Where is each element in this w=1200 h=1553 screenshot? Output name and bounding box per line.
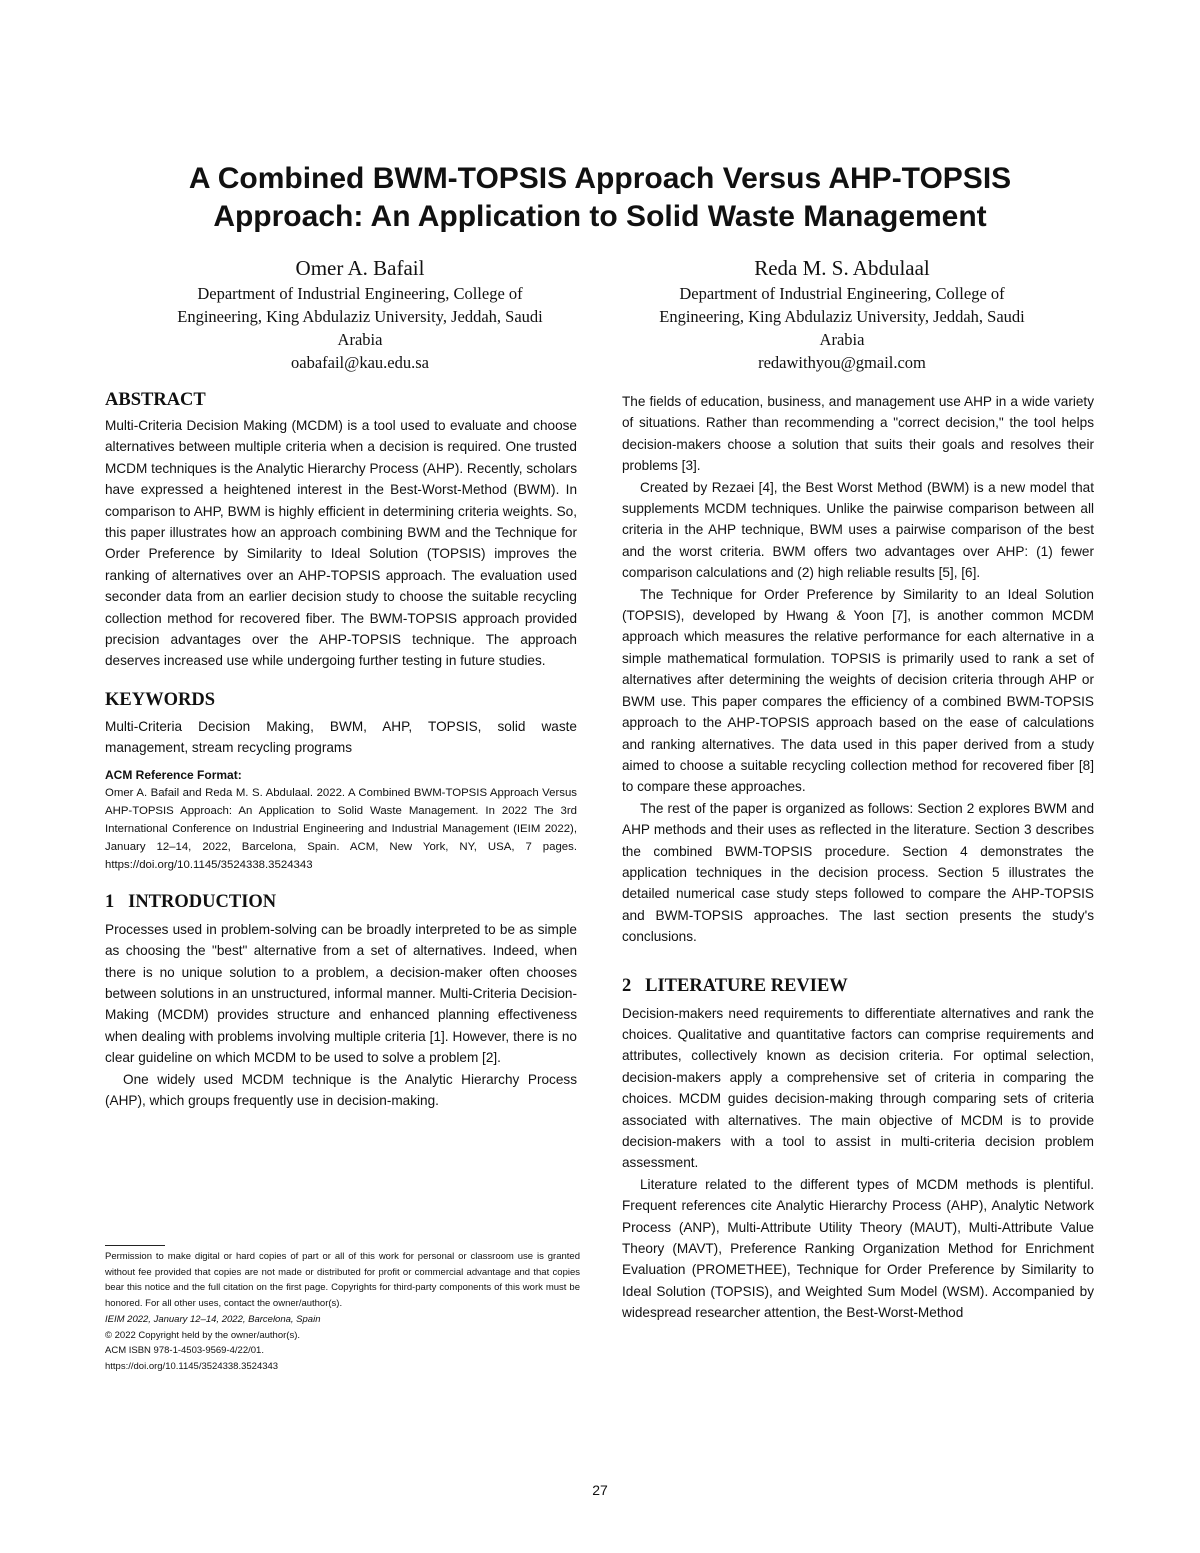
literature-review-heading: 2 LITERATURE REVIEW (622, 975, 848, 996)
introduction-heading: 1 INTRODUCTION (105, 891, 277, 912)
paragraph: Literature related to the different types of MCDM methods is plentiful. Frequent references cite Analytic Hierarchy Process (AHP), Analytic Network Process (ANP), Multi-Attribute Utility Theory (MAUT), Multi-Attribute Value Theory (MAVT), Preference Ranking Organization Method for Enrichment Evaluation (PROMETHEE), Technique for Order Preference by Similarity to Ideal Solution (TOPSIS), and Weighted Sum Model (WSM). Accompanied by widespread researcher attention, the Best-Worst-Method (622, 1176, 1094, 1321)
title-line-1: A Combined BWM-TOPSIS Approach Versus AHP-TOPSIS (188, 162, 1012, 195)
page-number: 27 (592, 1482, 608, 1498)
author-email[interactable]: oabafail@kau.edu.sa (291, 353, 429, 372)
author-name: Omer A. Bafail (295, 256, 425, 280)
author-block (592, 254, 1092, 375)
author-affiliation-line: Engineering, King Abdulaziz University, Jeddah, Saudi (177, 307, 543, 326)
conference-info: IEIM 2022, January 12–14, 2022, Barcelona, Spain (105, 1313, 321, 1325)
paragraph: Decision-makers need requirements to differentiate alternatives and rank the choices. Qualitative and quantitative factors can comprise requirements and attributes, collectively known as decision criteria. For optimal selection, decision-makers apply a comprehensive set of criteria in comparing the choices. MCDM guides decision-making through comparing sets of criteria associated with alternatives. The main objective of MCDM is to provide decision-makers with a tool to assist in multi-criteria decision problem assessment. (622, 1005, 1094, 1171)
paragraph: Created by Rezaei [4], the Best Worst Method (BWM) is a new model that supplements MCDM techniques. Unlike the pairwise comparison between all criteria in the AHP technique, BWM uses a pairwise comparison of the best and the worst criteria. BWM offers two advantages over AHP: (1) fewer comparison calculations and (2) high reliable results [5], [6]. (622, 479, 1094, 581)
acm-reference-heading: ACM Reference Format: (105, 767, 242, 782)
author-name: Reda M. S. Abdulaal (754, 256, 930, 280)
keywords-heading: KEYWORDS (105, 689, 215, 710)
isbn-line: ACM ISBN 978-1-4503-9569-4/22/01. (105, 1345, 264, 1357)
permission-notice: Permission to make digital or hard copies of part or all of this work for personal or classroom use is granted without fee provided that copies are not made or distributed for profit or commercial advantage and that copies bear this notice and the full citation on the first page. Copyrights for third-party components of this work must be honored. For all other uses, contact the owner/author(s). (105, 1251, 580, 1310)
keywords-text: Multi-Criteria Decision Making, BWM, AHP, TOPSIS, solid waste management, stream recycling programs (105, 718, 577, 756)
paper-title (80, 160, 1120, 236)
author-affiliation-line: Arabia (337, 330, 383, 349)
abstract-heading: ABSTRACT (105, 390, 206, 410)
paragraph: The rest of the paper is organized as follows: Section 2 explores BWM and AHP methods and their uses as reflected in the literature. Section 3 describes the combined BWM-TOPSIS procedure. Section 4 demonstrates the application techniques in the decision process. Section 5 illustrates the detailed numerical case study steps followed to compare the AHP-TOPSIS and BWM-TOPSIS approaches. The last section presents the study's conclusions. (622, 800, 1094, 945)
author-affiliation-line: Arabia (819, 330, 865, 349)
author-affiliation-line: Engineering, King Abdulaziz University, Jeddah, Saudi (659, 307, 1025, 326)
paragraph: The Technique for Order Preference by Similarity to an Ideal Solution (TOPSIS), developed by Hwang & Yoon [7], is another common MCDM approach which measures the relative performance for each alternative in a simple mathematical formulation. TOPSIS is primarily used to rank a set of alternatives after determining the weights of decision criteria through AHP or BWM use. This paper compares the efficiency of a combined BWM-TOPSIS approach to the AHP-TOPSIS approach based on the ease of calculations and ranking alternatives. The data used in this paper derived from a study aimed to choose a suitable recycling collection method for recovered fiber [8] to compare these approaches. (622, 586, 1094, 795)
left-column (105, 388, 577, 1111)
paragraph: One widely used MCDM technique is the Analytic Hierarchy Process (AHP), which groups frequently use in decision-making. (105, 1071, 577, 1108)
author-affiliation-line: Department of Industrial Engineering, College of (679, 284, 1005, 303)
abstract-text: Multi-Criteria Decision Making (MCDM) is a tool used to evaluate and choose alternatives between multiple criteria when a decision is required. One trusted MCDM techniques is the Analytic Hierarchy Process (AHP). Recently, scholars have expressed a heightened interest in the Best-Worst-Method (BWM). In comparison to AHP, BWM is highly efficient in determining criteria weights. So, this paper illustrates how an approach combining BWM and the Technique for Order Preference by Similarity to Ideal Solution (TOPSIS) improves the ranking of alternatives over an AHP-TOPSIS approach. The evaluation used seconder data from an earlier decision study to choose the suitable recycling collection method for recovered fiber. The BWM-TOPSIS approach provided precision advantages over the AHP-TOPSIS technique. The approach deserves increased use while undergoing further testing in future studies. (105, 418, 577, 669)
right-column (622, 391, 1094, 1324)
acm-reference-text: Omer A. Bafail and Reda M. S. Abdulaal. 2022. A Combined BWM-TOPSIS Approach Versus AHP-TOPSIS Approach: An Application to Solid Waste Management. In 2022 The 3rd International Conference on Industrial Engineering and Industrial Management (IEIM 2022), January 12–14, 2022, Barcelona, Spain. ACM, New York, NY, USA, 7 pages. https://doi.org/10.1145/3524338.3524343 (105, 786, 577, 871)
paragraph: Processes used in problem-solving can be broadly interpreted to be as simple as choosing the "best" alternative from a set of alternatives. Indeed, when there is no unique solution to a problem, a decision-maker often chooses between solutions in an unstructured, informal manner. Multi-Criteria Decision-Making (MCDM) provides structure and enhanced planning effectiveness when dealing with problems involving multiple criteria [1]. However, there is no clear guideline on which MCDM to be used to solve a problem [2]. (105, 921, 577, 1066)
paragraph: The fields of education, business, and management use AHP in a wide variety of situations. Rather than recommending a "correct decision," the tool helps decision-makers choose a solution that suits their goals and resolves their problems [3]. (622, 394, 1094, 474)
footnote-rule (105, 1245, 165, 1246)
footnote (105, 1249, 580, 1375)
copyright-line: © 2022 Copyright held by the owner/author(s). (105, 1329, 300, 1341)
author-affiliation-line: Department of Industrial Engineering, College of (197, 284, 523, 303)
author-email[interactable]: redawithyou@gmail.com (758, 353, 926, 372)
author-block (110, 254, 610, 375)
doi-link[interactable]: https://doi.org/10.1145/3524338.3524343 (105, 1360, 279, 1372)
title-line-2: Approach: An Application to Solid Waste Management (213, 200, 987, 233)
